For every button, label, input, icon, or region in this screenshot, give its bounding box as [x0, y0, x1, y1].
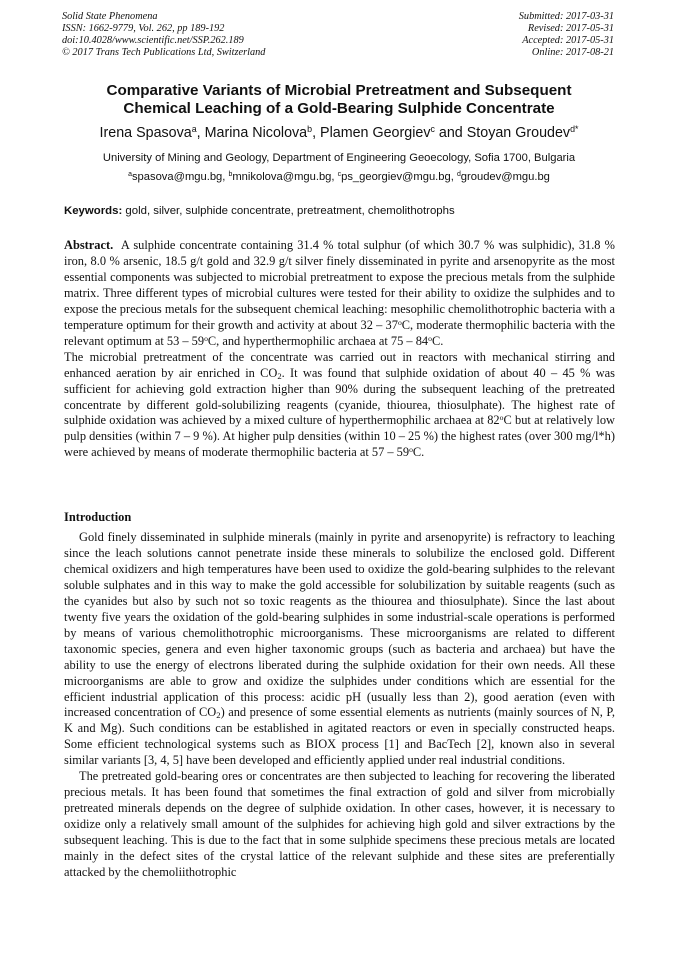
- abstract-text: C.: [412, 445, 425, 460]
- abstract-text: C but at relatively low pulp densities (within 7 – 9 %). At higher pulp densities (within 10 – 25 %) the highest rates (over 300 mg/l*h) were achieved by means of moderate thermophilic bacteria at 57 – 59: [64, 413, 615, 460]
- journal-issn: ISSN: 1662-9779, Vol. 262, pp 189-192: [62, 23, 225, 34]
- author-name: Irena Spasova: [99, 125, 192, 141]
- email-link[interactable]: ps_georgiev@mgu.bg: [341, 171, 451, 183]
- subscript-2: 2: [216, 710, 221, 721]
- journal-name: Solid State Phenomena: [62, 11, 158, 22]
- journal-copyright: © 2017 Trans Tech Publications Ltd, Switzerland: [62, 47, 266, 58]
- journal-doi[interactable]: doi:10.4028/www.scientific.net/SSP.262.189: [62, 35, 244, 46]
- date-online: Online: 2017-08-21: [531, 47, 614, 58]
- abstract-text: The microbial pretreatment of the concentrate was carried out in reactors with mechanical stirring and enhanced aeration by air enriched in CO: [64, 349, 615, 380]
- date-revised: Revised: 2017-05-31: [527, 23, 614, 34]
- email-mark: d: [456, 171, 461, 179]
- abstract-label: Abstract.: [64, 238, 114, 252]
- journal-header: [62, 11, 614, 59]
- degree-mark: o: [204, 333, 208, 343]
- section-heading-introduction: Introduction: [64, 510, 132, 524]
- email-link[interactable]: mnikolova@mgu.bg: [232, 171, 332, 183]
- paper-title-line-2: Chemical Leaching of a Gold-Bearing Sulphide Concentrate: [123, 100, 555, 117]
- keywords-label: Keywords:: [64, 205, 123, 217]
- author-mark: d*: [570, 124, 579, 135]
- degree-mark: o: [428, 333, 432, 343]
- intro-text: ) and presence of some essential elements as nutrients (mainly sources of N, P, K and Mg). Such conditions can be established in agitated reactors or even in specially constructed heaps. Some efficient technological systems such as BIOX process [1] and BacTech [2], known also in several similar variants [3, 4, 5] have been developed and efficiently applied under real industrial conditions.: [64, 705, 615, 768]
- author-separator: ,: [196, 125, 205, 141]
- keywords-text: gold, silver, sulphide concentrate, pretreatment, chemolithotrophs: [125, 205, 455, 217]
- abstract-paragraph-2: [64, 350, 615, 462]
- date-submitted: Submitted: 2017-03-31: [518, 11, 614, 22]
- author-separator: ,: [312, 125, 321, 141]
- degree-mark: o: [409, 445, 413, 455]
- degree-mark: o: [499, 413, 504, 423]
- author-mark: b: [307, 124, 313, 135]
- abstract-text: C.: [431, 333, 444, 348]
- abstract-text: . It was found that sulphide oxidation of about 40 – 45 % was sufficient for achieving gold extraction higher than 90% during the subsequent leaching of the pretreated concentrate by different gold-solubilizing reagents (cyanide, thiourea, thiosulphate). The highest rate of sulphide oxidation was achieved by a mixed culture of hyperthermophilic archaea at 82: [64, 365, 615, 428]
- author-mark: a: [191, 124, 197, 135]
- author-and: and: [434, 125, 467, 141]
- degree-mark: o: [397, 317, 402, 327]
- email-mark: a: [128, 171, 132, 179]
- author-list: [20, 124, 658, 142]
- email-mark: b: [228, 171, 233, 179]
- affiliation: University of Mining and Geology, Department of Engineering Geoecology, Sofia 1700, Bulgaria: [102, 152, 576, 164]
- abstract: [64, 238, 615, 461]
- journal-info: [62, 11, 265, 59]
- paper-title: [30, 82, 648, 118]
- email-separator: ,: [450, 171, 457, 183]
- intro-paragraph-1: [64, 530, 615, 769]
- author-name: Marina Nicolova: [204, 125, 308, 141]
- email-list: [20, 170, 658, 184]
- author-mark: c: [430, 124, 435, 135]
- email-separator: ,: [331, 171, 338, 183]
- introduction-body: [64, 530, 615, 881]
- author-name: Stoyan Groudev: [466, 125, 571, 141]
- email-separator: ,: [222, 171, 229, 183]
- keywords: [64, 204, 618, 218]
- abstract-text: C, and hyperthermophilic archaea at 75 – 84: [207, 333, 429, 348]
- abstract-text: C, moderate thermophilic bacteria with the relevant optimum at 53 – 59: [64, 317, 615, 348]
- intro-paragraph-2: The pretreated gold-bearing ores or concentrates are then subjected to leaching for recovering the liberated precious metals. It has been found that sometimes the final extraction of gold and silver from microbially pretreated minerals depends on the degree of sulphide oxidation. In other cases, however, it is necessary to oxidize only a relatively small amount of the sulphides for achieving high gold and silver extractions by the subsequent leaching. This is due to the fact that in some sulphide specimens these precious metals are located mainly in the defect sites of the crystal lattice of the relevant sulphide and these sites are preferentially attacked by the chemoliithotrophic: [64, 769, 615, 880]
- abstract-paragraph-1: [64, 238, 615, 350]
- date-accepted: Accepted: 2017-05-31: [522, 35, 614, 46]
- author-name: Plamen Georgiev: [320, 125, 431, 141]
- paper-title-line-1: Comparative Variants of Microbial Pretreatment and Subsequent: [106, 82, 572, 99]
- email-link[interactable]: groudev@mgu.bg: [460, 171, 550, 183]
- subscript-2: 2: [277, 370, 282, 381]
- intro-text: Gold finely disseminated in sulphide minerals (mainly in pyrite and arsenopyrite) is refractory to leaching since the leach solutions cannot penetrate inside these minerals to solubilize the enclosed gold. Different chemical oxidizers and high temperatures have been used to oxidize the gold-bearing sulphides to the relevant soluble sulphates and in this way to make the gold accessible for solubilization by suitable reagents (such as the cyanides but also by such not so toxic reagents as the thiourea and thiosulphate). Since the last about twenty five years the oxidation of the gold-bearing sulphides in some industrial-scale operations is performed by means of various chemolithotrophic microorganisms. These microorganisms are related to different taxonomic species, genera and even higher taxonomic groups (such as bacteria and archaea) but have the ability to use the energy of electrons liberated during the sulphide oxidation for their own needs. All these microorganisms are able to grow and oxidize the sulphides under conditions which are essential for the efficient industrial application of this process: acidic pH (usually less than 2), good aeration (even with increased concentration of CO: [64, 530, 615, 720]
- publication-dates: [519, 11, 614, 59]
- email-link[interactable]: spasova@mgu.bg: [131, 171, 223, 183]
- email-mark: c: [337, 171, 342, 179]
- abstract-text: A sulphide concentrate containing 31.4 % total sulphur (of which 30.7 % was sulphidic), 31.8 % iron, 8.0 % arsenic, 18.5 g/t gold and 32.9 g/t silver finely disseminated in pyrite and arsenopyrite as the most essential components was subjected to microbial pretreatment to expose the precious metals from the sulphide matrix. Three different types of microbial cultures were tested for their ability to oxidize the sulphides and to expose the precious metals for the subsequent chemical leaching: mesophilic chemolithotrophic bacteria with a temperature optimum for their growth and activity at about 32 – 37: [64, 238, 615, 332]
